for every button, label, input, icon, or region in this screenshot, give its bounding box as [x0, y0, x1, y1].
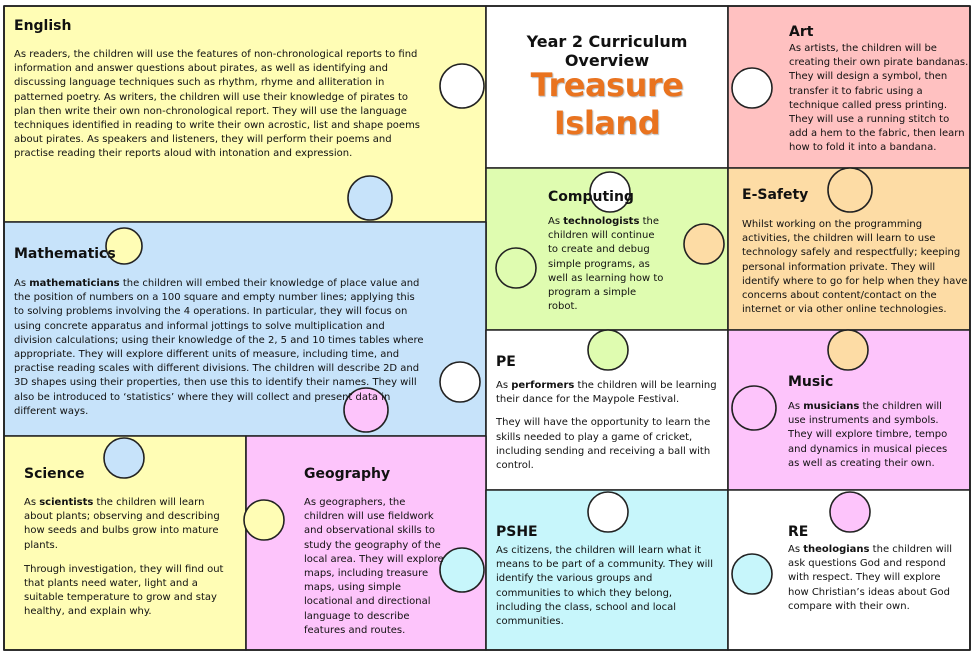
knob-math-into-english	[348, 176, 392, 220]
re-keyword: theologians	[803, 544, 870, 555]
re-text-a: As	[788, 544, 804, 555]
mathematics-text-b: the children will embed their knowledge of place value and the position of numbers on a 100 square and empty number lines; applying this to solving problems involving the 4 operations. In particular, they will focus on using concrete apparatus and informal jottings to solve multiplication and division calculations; using their knowledge of the 2, 5 and 10 times tables where appropriate. They will explore different units of measure, including time, and practise reading scales with different divisions. The children will describe 2D and 3D shapes using their properties, then use this to identify their names. They will also be introduced to ‘statistics’ where they will collect and present data in different ways.	[14, 278, 424, 417]
pshe-heading: PSHE	[496, 524, 538, 540]
knob-computing-into-math	[496, 248, 536, 288]
mathematics-body	[14, 277, 424, 419]
art-heading: Art	[789, 24, 814, 40]
knob-pshe-into-re	[732, 554, 772, 594]
esafety-heading: E-Safety	[742, 187, 809, 203]
geography-heading: Geography	[304, 466, 391, 482]
computing-text-a: As	[548, 216, 564, 227]
computing-text-b: the children will continue to create and debug simple programs, as well as learning how to program a simple robot.	[548, 216, 664, 313]
mathematics-heading: Mathematics	[14, 246, 116, 262]
science-heading: Science	[24, 466, 85, 482]
knob-title-into-art	[732, 68, 772, 108]
science-keyword: scientists	[39, 497, 94, 508]
pe-keyword: performers	[511, 380, 575, 391]
page-title: Treasure Island	[530, 66, 684, 142]
computing-heading: Computing	[548, 189, 634, 205]
knob-esafety-into-music	[828, 330, 868, 370]
pe-para-2: They will have the opportunity to learn the skills needed to play a game of cricket, including sending and receiving a ball with control.	[496, 417, 711, 472]
music-text-b: the children will use instruments and symbols. They will explore timbre, tempo and dynamics in musical pieces as well as creating their own.	[788, 401, 948, 469]
science-para-2: Through investigation, they will find out that plants need water, light and a suitable temperature to grow and stay healthy, and explain why.	[24, 563, 224, 618]
knob-pshe-into-geo	[440, 548, 484, 592]
knob-math-into-science	[104, 438, 144, 478]
mathematics-keyword: mathematicians	[29, 278, 120, 289]
music-text-a: As	[788, 401, 804, 412]
pshe-body: As citizens, the children will learn what it means to be part of a community. They will identify the various groups and communities to which they belong, including the class, school and local communities.	[496, 545, 713, 628]
geography-body: As geographers, the children will use fieldwork and observational skills to study the geography of the local area. They will explore maps, including treasure maps, using simple locational and directional language to describe features and routes.	[304, 497, 444, 636]
knob-science-into-geo	[244, 500, 284, 540]
re-heading: RE	[788, 524, 809, 540]
knob-esafety-into-art	[828, 168, 872, 212]
mathematics-text-a: As	[14, 278, 30, 289]
english-heading: English	[14, 18, 72, 34]
knob-pe-into-pshe	[588, 492, 628, 532]
knob-computing-into-pe	[588, 330, 628, 370]
pe-body	[496, 379, 722, 480]
pe-text-b: the children will be learning their dance for the Maypole Festival.	[496, 380, 717, 406]
computing-body	[548, 215, 666, 314]
pe-text-a: As	[496, 380, 512, 391]
science-text-a: As	[24, 497, 40, 508]
music-heading: Music	[788, 374, 834, 390]
science-body	[24, 496, 236, 627]
music-keyword: musicians	[803, 401, 860, 412]
knob-title-into-english	[440, 64, 484, 108]
re-body	[788, 543, 960, 614]
music-body	[788, 400, 960, 471]
art-body: As artists, the children will be creating their own pirate bandanas. They will design a symbol, then transfer it to fabric using a technique called press printing. They will use a running stitch to add a hem to the fabric, then learn how to fold it into a bandana.	[789, 43, 969, 154]
computing-keyword: technologists	[563, 216, 640, 227]
pe-para-1	[496, 379, 722, 407]
esafety-body: Whilst working on the programming activities, the children will learn to use technology safely and respectfully; keeping personal information private. They will identify where to go for help when they have concerns about content/contact on the internet or via other online technologies.	[742, 219, 968, 316]
knob-esafety-into-computing	[684, 224, 724, 264]
knob-music-into-pe	[732, 386, 776, 430]
re-text-b: the children will ask questions God and respond with respect. They will explore how Christian’s ideas about God compare with their own.	[788, 544, 953, 612]
page-subtitle: Year 2 Curriculum Overview	[526, 32, 688, 70]
knob-music-into-re	[830, 492, 870, 532]
english-body: As readers, the children will use the features of non-chronological reports to find information and answer questions about pirates, as well as identifying and discussing language techniques such as rhythm, rhyme and alliteration in patterned poetry. As writers, the children will use their knowledge of pirates to plan then write their own non-chronological report. They will use the language techniques identified in reading to write their own acrostic, list and shape poems about pirates. As speakers and listeners, they will perform their poems and practise reading their reports aloud with intonation and expression.	[14, 49, 421, 160]
science-text-b: the children will learn about plants; observing and describing how seeds and bulbs grow into mature plants.	[24, 497, 220, 551]
science-para-1	[24, 496, 236, 553]
knob-pe-into-math	[440, 362, 480, 402]
pe-heading: PE	[496, 354, 516, 370]
